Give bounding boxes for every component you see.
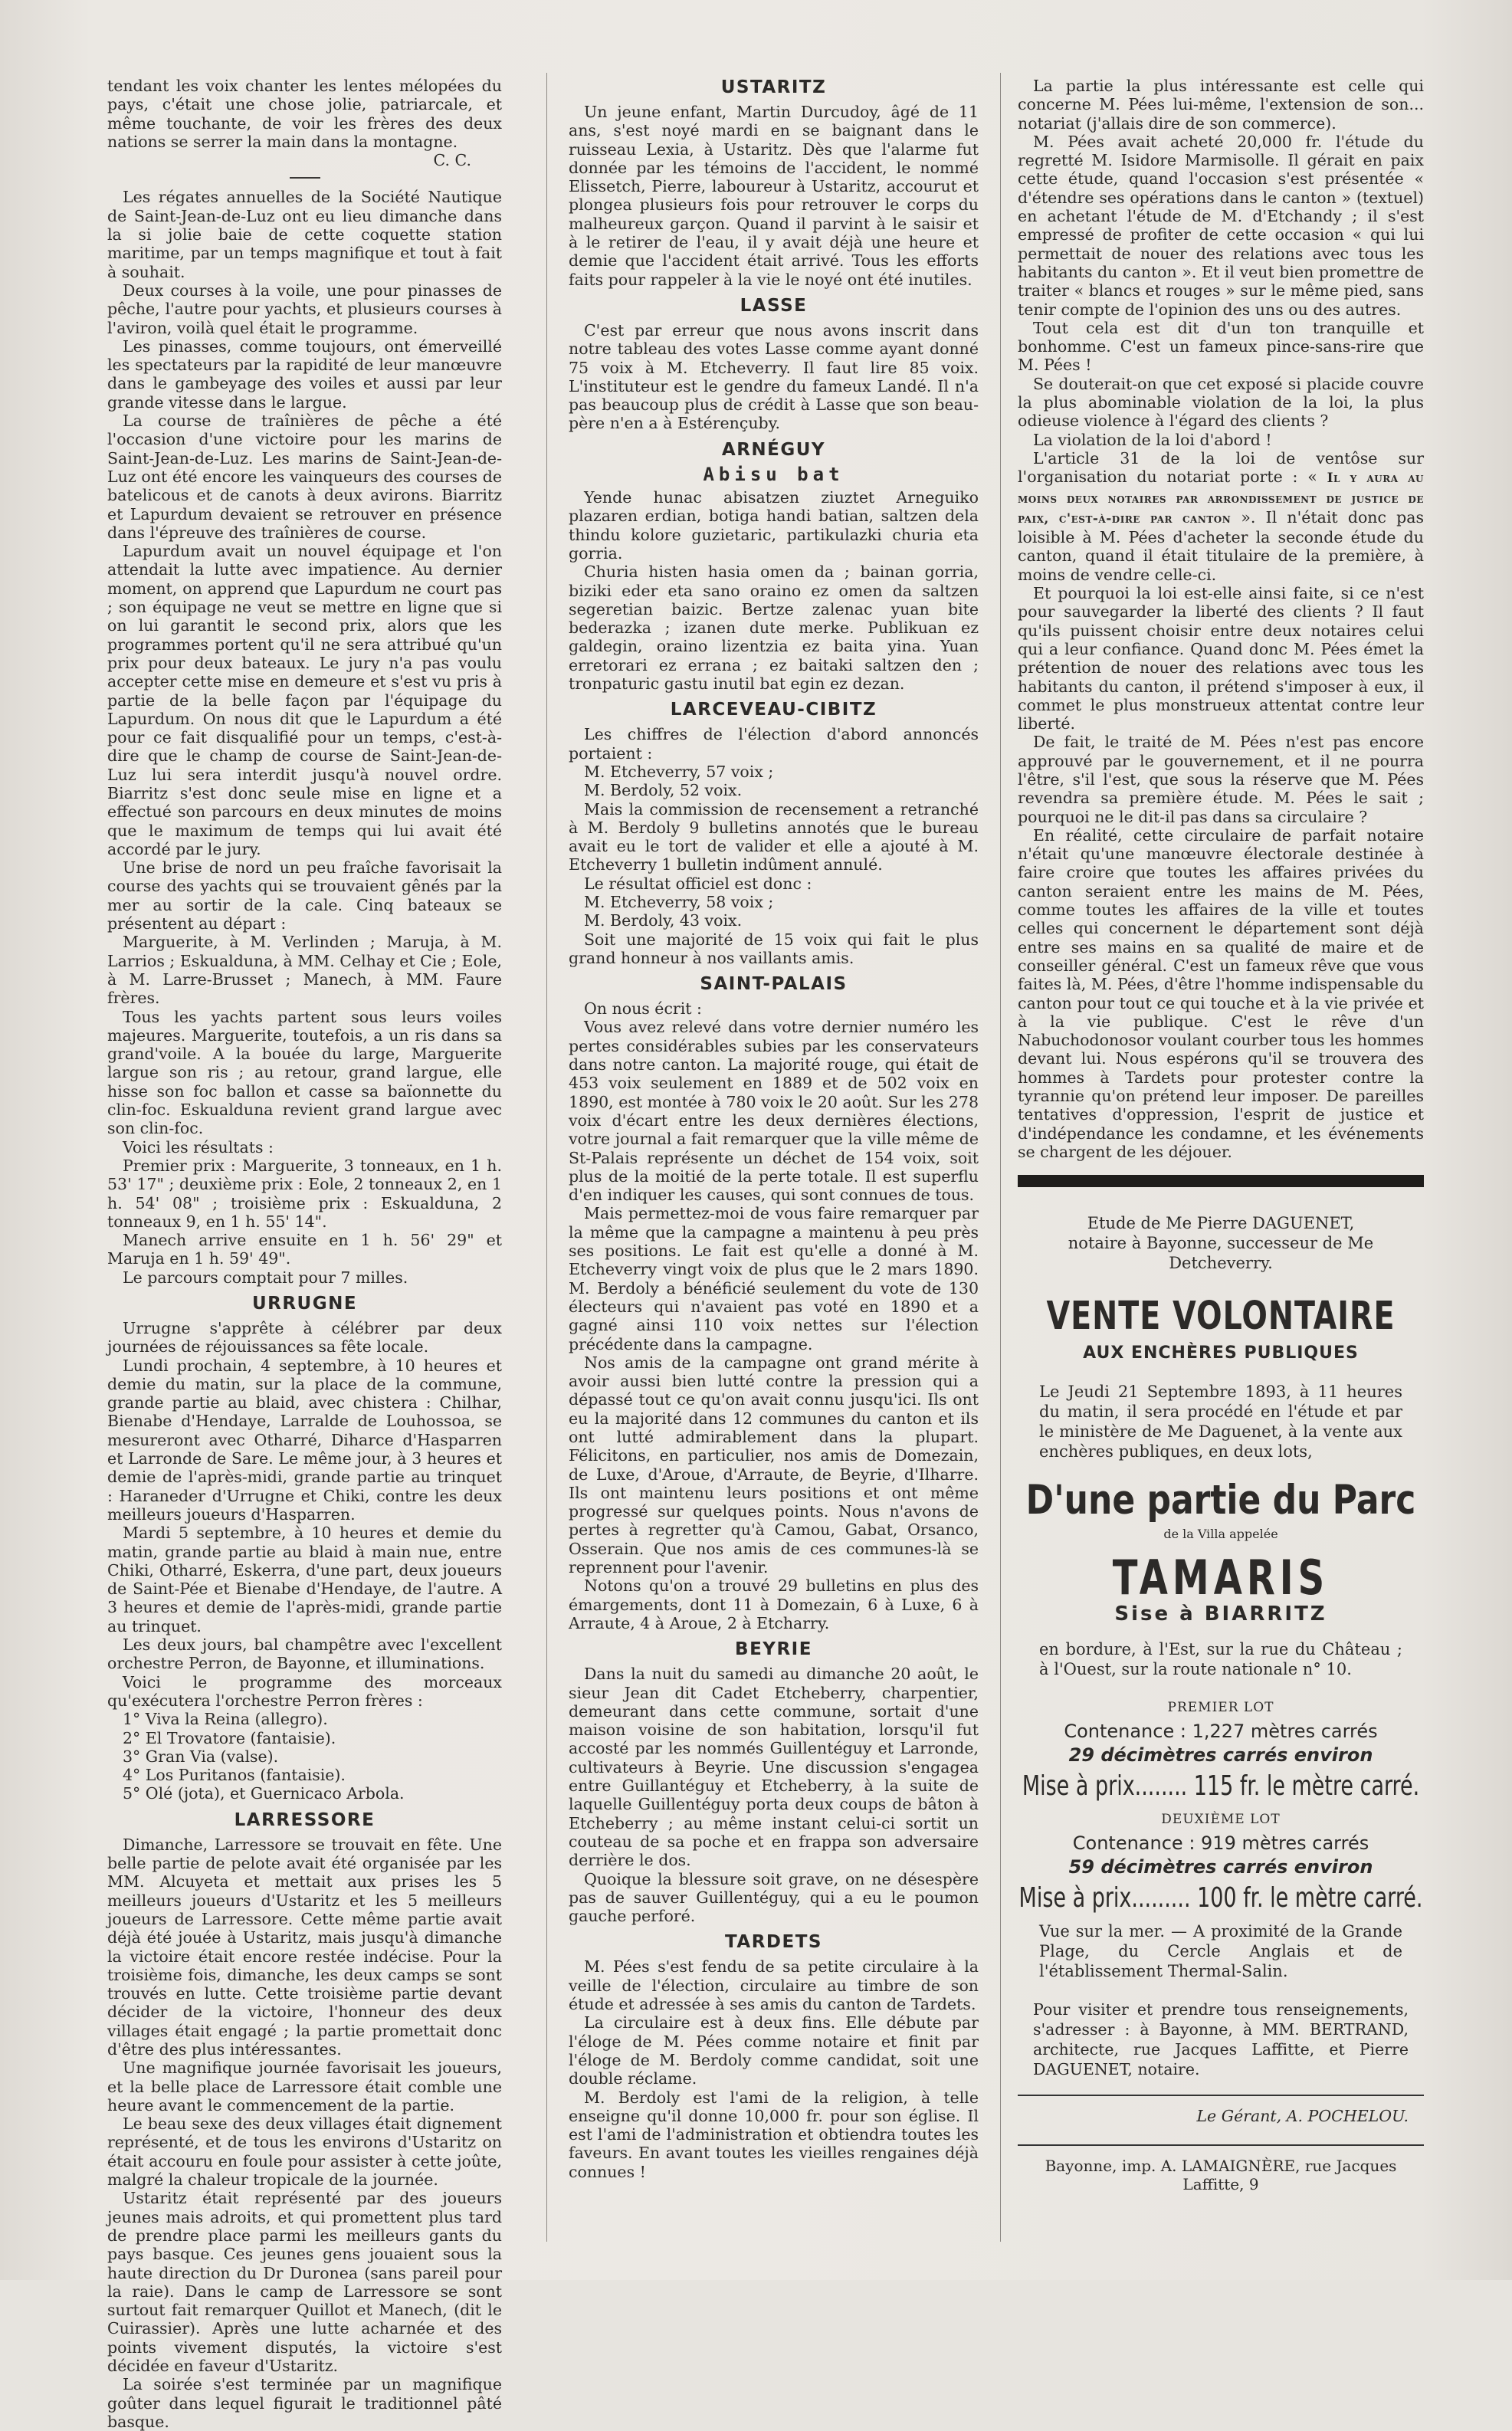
section-rule [1018, 1175, 1424, 1187]
article-paragraph: Deux courses à la voile, une pour pinasses de pêche, l'autre pour yachts, et plusieurs courses à l'aviron, voilà quel était le programme. [107, 280, 502, 337]
section-heading-larceveau: LARCEVEAU-CIBITZ [670, 700, 877, 720]
ad-contact: Pour visiter et prendre tous renseignements, s'adresser : à Bayonne, à MM. BERTRAND, architecte, rue Jacques Laffitte, et Pierre DAGUENET, notaire. [1033, 2000, 1409, 2079]
article-paragraph: Ustaritz était représenté par des joueurs jeunes mais adroits, et qui promettent plus tard de prendre place parmi les meilleurs gants du pays basque. Ces jeunes gens jouaient sous la haute direction du Dr Duronea (sans pareil pour la raie). Dans le camp de Larressore se sont surtout fait remarquer Quillot et Manech, (dit le Cuirassier). Après une lutte acharnée et des points vivement disputés, la victoire s'est décidée en faveur d'Ustaritz. [107, 2189, 502, 2376]
section-heading-saint-palais: SAINT-PALAIS [700, 974, 848, 995]
article-paragraph: Les deux jours, bal champêtre avec l'excellent orchestre Perron, de Bayonne, et illuminations. [107, 1635, 502, 1673]
ad-lot1-label: PREMIER LOT [1167, 1700, 1274, 1716]
vote-result: M. Berdoly, 43 voix. [584, 911, 743, 930]
vote-result: M. Etcheverry, 58 voix ; [584, 892, 774, 911]
article-paragraph: La violation de la loi d'abord ! [1033, 430, 1272, 449]
ad-villa-label: de la Villa appelée [1163, 1527, 1278, 1542]
article-paragraph: Le beau sexe des deux villages était dignement représenté, et de tous les environs d'Ustaritz on était accouru en foule pour assister à cette joûte, malgré la chaleur tropicale de la journée. [107, 2114, 502, 2190]
programme-item: 2° El Trovatore (fantaisie). [123, 1728, 336, 1747]
ad-situation: en bordure, à l'Est, sur la rue du Château ; à l'Ouest, sur la route nationale n° 10. [1039, 1640, 1402, 1679]
article-paragraph: Et pourquoi la loi est-elle ainsi faite, si ce n'est pour sauvegarder la liberté des clients ? Il faut qu'ils puissent choisir entre deux notaires celui qui a leur confiance. Quand donc M. Pées émet la prétention de nouer des relations avec tous les habitants du canton, il prétend s'imposer à eux, il commet le plus monstrueux attentat contre leur liberté. [1018, 584, 1424, 733]
column-divider [546, 73, 547, 2242]
article-paragraph: M. Pées avait acheté 20,000 fr. l'étude du regretté M. Isidore Marmisolle. Il gérait en paix cette étude, quand l'occasion s'est présentée « d'étendre ses opérations dans le canton » (textuel) en achetant l'étude de M. d'Etchandy ; il s'est empressé de profiter de cette occasion « qui lui permettait de nouer des relations avec tous les habitants du canton ». Et il veut bien promettre de traiter « blancs et rouges » sur le même pied, sans tenir compte de l'opinion des uns ou des autres. [1018, 132, 1424, 319]
ad-villa-name: TAMARIS [1112, 1550, 1330, 1606]
article-paragraph: Une magnifique journée favorisait les joueurs, et la belle place de Larressore était comble une heure avant le commencement de la partie. [107, 2059, 502, 2114]
article-paragraph: Mais permettez-moi de vous faire remarquer par la même que la campagne a maintenu à peu près ses positions. Le fait est qu'elle a donné à M. Etcheverry vingt voix de plus que le 2 mars 1890. M. Berdoly a bénéficié seulement du vote de 130 électeurs qui n'avaient pas voté en 1890 et a gagné ainsi 110 voix nettes sur l'élection précédente dans la campagne. [569, 1204, 979, 1353]
article-paragraph: Lapurdum avait un nouvel équipage et l'on attendait la lutte avec impatience. Au dernier moment, on apprend que Lapurdum ne court pas ; son équipage ne veut se mettre en ligne que si on lui garantit le second prix, alors que les programmes portent qu'il ne sera attribué qu'un prix pour deux bateaux. Le jury n'a pas voulu accepter cette mise en demeure et s'est vu pris à partie de la belle façon par l'équipage du Lapurdum. On nous dit que le Lapurdum a été pour ce fait disqualifié pour un temps, c'est-à-dire que le champ de course de Saint-Jean-de-Luz lui sera interdit jusqu'à nouvel ordre. Biarritz s'est donc seule mise en ligne et a effectué son parcours en deux minutes de moins que le maximum de temps qui lui avait été accordé par le jury. [107, 542, 502, 858]
section-heading-ustaritz: USTARITZ [720, 77, 827, 97]
article-paragraph: Les pinasses, comme toujours, ont émerveillé les spectateurs par la rapidité de leur manœuvre dans le gambeyage des voiles et aussi par leur grande vitesse dans le largue. [107, 336, 502, 412]
ad-location: Sise à BIARRITZ [1114, 1603, 1327, 1626]
article-paragraph: La circulaire est à deux fins. Elle débute par l'éloge de M. Pées comme notaire et finit par l'éloge de M. Berdoly comme candidat, soit une double réclame. [569, 2013, 979, 2088]
section-subheading-abisu: Abisu bat [703, 463, 845, 485]
article-paragraph: Dans la nuit du samedi au dimanche 20 août, le sieur Jean dit Cadet Etcheberry, charpentier, demeurant dans cette commune, sortait d'une maison voisine de son habitation, lorsqu'il fut accosté par les nommés Guillentéguy et Larronde, cultivateurs à Beyrie. Une discussion s'engagea entre Guillantéguy et Etcheberry, à la suite de laquelle Guillentéguy porta deux coups de bâton à Etcheberry ; au même instant celui-ci sortit un couteau de sa poche et en frappa son adversaire derrière le dos. [569, 1665, 979, 1870]
article-paragraph: On nous écrit : [584, 999, 702, 1019]
ad-lot2-label: DEUXIÈME LOT [1161, 1812, 1281, 1828]
article-paragraph: Vous avez relevé dans votre dernier numéro les pertes considérables subies par les conservateurs dans notre canton. La majorité rouge, qui était de 453 voix seulement en 1889 et de 502 voix en 1890, est montée à 780 voix le 20 août. Sur les 278 voix d'écart entre les deux dernières élections, votre journal a fait remarquer que la ville même de St-Palais représente un déchet de 154 voix, soit plus de la moitié de la perte totale. Il est superflu d'en indiquer les causes, qui sont connues de tous. [569, 1018, 979, 1205]
footer-rule [1018, 2144, 1424, 2146]
programme-item: 1° Viva la Reina (allegro). [123, 1710, 328, 1729]
ad-headline: VENTE VOLONTAIRE [1046, 1294, 1396, 1339]
article-paragraph: Marguerite, à M. Verlinden ; Maruja, à M. Larrios ; Eskualduna, à MM. Celhay et Cie ; Eole, à M. Larre-Brusset ; Manech, à MM. Faure frères. [107, 933, 502, 1008]
article-paragraph: Churia histen hasia omen da ; bainan gorria, biziki eder eta sano oraino ez omen da saltzen segeretian baizic. Bertze zalenac yuan bite bederazka ; izanen dute merke. Publikuan ez galdegin, oraino lizentzia ez baita yina. Yuan erretorari ez errana ; ez baitaki saltzen den ; tronpaturic gastu inutil bat egin ez dezan. [569, 563, 979, 694]
manager-signature: Le Gérant, A. POCHELOU. [1196, 2107, 1409, 2126]
auction-advertisement [1018, 1213, 1424, 2079]
column-right [1018, 77, 1424, 2207]
programme-item: 3° Gran Via (valse). [123, 1747, 279, 1766]
article-paragraph: Se douterait-on que cet exposé si placide couvre la plus abominable violation de la loi, la plus odieuse violence à l'égard des clients ? [1018, 374, 1424, 431]
article-paragraph: Urrugne s'apprête à célébrer par deux journées de réjouissances sa fête locale. [107, 1319, 502, 1357]
article-paragraph: La partie la plus intéressante est celle qui concerne M. Pées lui-même, l'extension de son... notariat (j'allais dire de son commerce). [1018, 77, 1424, 133]
ad-lot1-price: Mise à prix........ 115 fr. le mètre carré. [1022, 1770, 1420, 1803]
law-quote: Il y aura au moins deux notaires par arrondissement de justice de paix, c'est-à-dire par canton [1018, 471, 1424, 527]
article-paragraph: La soirée s'est terminée par un magnifique goûter dans lequel figurait le traditionnel pâté basque. [107, 2375, 502, 2431]
article-paragraph: Voici le programme des morceaux qu'exécutera l'orchestre Perron frères : [107, 1672, 502, 1710]
article-paragraph: Dimanche, Larressore se trouvait en fête. Une belle partie de pelote avait été organisée par les MM. Alcuyeta et mettait aux prises les 5 meilleurs joueurs d'Ustaritz et les 5 meilleurs joueurs de Larressore. Cette même partie avait déjà été jouée à Ustaritz, mais jusqu'à dimanche la victoire était encore restée indécise. Pour la troisième fois, dimanche, les deux camps se sont trouvés en lutte. Cette troisième partie devant décider de la victoire, l'honneur des deux villages était engagé ; la partie promettait donc d'être des plus intéressantes. [107, 1835, 502, 2059]
vote-result: M. Berdoly, 52 voix. [584, 781, 743, 800]
ad-view: Vue sur la mer. — A proximité de la Grande Plage, du Cercle Anglais et de l'établissement Thermal-Salin. [1039, 1922, 1402, 1981]
section-heading-tardets: TARDETS [725, 1932, 822, 1953]
article-paragraph: Voici les résultats : [123, 1137, 274, 1156]
article-paragraph: C'est par erreur que nous avons inscrit dans notre tableau des votes Lasse comme ayant donné 75 voix à M. Etcheverry. Il faut lire 85 voix. L'instituteur est le gendre du fameux Landé. Il n'a pas beaucoup plus de crédit à Lasse que son beau-père n'en a à Estérençuby. [569, 320, 979, 433]
article-paragraph: De fait, le traité de M. Pées n'est pas encore approuvé par le gouvernement, et il ne pourra l'être, s'il l'est, que sous la réserve que M. Pées revendra sa première étude. M. Pées le sait ; pourquoi ne le dit-il pas dans sa circulaire ? [1018, 733, 1424, 826]
article-paragraph: Mais la commission de recensement a retranché à M. Berdoly 9 bulletins annotés que le bureau avait eu le tort de valider et elle a ajouté à M. Etcheverry 1 bulletin indûment annulé. [569, 799, 979, 874]
section-heading-urrugne: URRUGNE [251, 1294, 358, 1314]
article-paragraph: Nos amis de la campagne ont grand mérite à avoir aussi bien lutté contre la pression qui a dépassé tout ce qu'on avait connu jusqu'ici. Ils ont eu la majorité dans 12 communes du canton et ils ont lutté admirablement dans la plupart. Félicitons, en particulier, nos amis de Domezain, de Luxe, d'Aroue, d'Arraute, de Beyrie, d'Ilharre. Ils ont maintenu leurs positions et ont même progressé sur quelques points. Nous n'avons de pertes à regretter qu'à Camou, Gabat, Orsanco, Osserain. Que nos amis de ces communes-là se reprennent pour l'avenir. [569, 1353, 979, 1577]
article-paragraph: Tous les yachts partent sous leurs voiles majeures. Marguerite, toutefois, a un ris dans sa grand'voile. A la bouée du large, Marguerite largue son ris ; au retour, grand largue, elle hisse son foc ballon et casse sa baïonnette du clin-foc. Eskualduna revient grand largue avec son clin-foc. [107, 1007, 502, 1138]
article-paragraph: Une brise de nord un peu fraîche favorisait la course des yachts qui se trouvaient gênés par la mer au sortir de la cale. Cinq bateaux se présentent au départ : [107, 858, 502, 933]
article-paragraph: M. Pées s'est fendu de sa petite circulaire à la veille de l'élection, circulaire au timbre de son étude et adressée à ses amis du canton de Tardets. [569, 1957, 979, 2014]
article-paragraph: Lundi prochain, 4 septembre, à 10 heures et demie du matin, sur la place de la commune, grande partie au blaid, avec chistera : Chilhar, Bienabe d'Hendaye, Larralde de Louhossoa, se mesureront avec Otharré, Diharce d'Hasparren et Larronde de Sare. Le même jour, à 3 heures et demie de l'après-midi, grande partie au trinquet : Haraneder d'Urrugne et Chiki, contre les deux meilleurs joueurs d'Hasparren. [107, 1356, 502, 1524]
section-heading-beyrie: BEYRIE [735, 1639, 812, 1660]
article-text: L'article 31 de la loi de ventôse sur l'organisation du notariat porte : « [1018, 448, 1424, 487]
ad-lot1-area: Contenance : 1,227 mètres carrés [1064, 1721, 1378, 1743]
ad-property-title: D'une partie du Parc [1025, 1477, 1416, 1524]
section-heading-larressore: LARRESSORE [234, 1809, 376, 1830]
ad-lot2-price: Mise à prix......... 100 fr. le mètre carré. [1018, 1881, 1423, 1914]
article-paragraph: Notons qu'on a trouvé 29 bulletins en plus des émargements, dont 11 à Domezain, 6 à Luxe, 6 à Arraute, 4 à Aroue, 2 à Etcharry. [569, 1576, 979, 1632]
ad-lot1-area-detail: 29 décimètres carrés environ [1068, 1744, 1373, 1767]
ad-body: Le Jeudi 21 Septembre 1893, à 11 heures du matin, il sera procédé en l'étude et par le ministère de Me Daguenet, à la vente aux enchères publiques, en deux lots, [1039, 1383, 1402, 1462]
article-paragraph: Yende hunac abisatzen ziuztet Arneguiko plazaren erdian, botiga handi batian, saltzen dela thindu kolore guzietaric, partikulazki churia eta gorria. [569, 488, 979, 563]
article-paragraph: Les chiffres de l'élection d'abord annoncés portaient : [569, 725, 979, 763]
ad-lot2-area-detail: 59 décimètres carrés environ [1068, 1856, 1373, 1878]
section-heading-arneguy: ARNÉGUY [721, 439, 826, 460]
column-left [107, 77, 502, 2431]
article-paragraph: Mardi 5 septembre, à 10 heures et demie du matin, grande partie au blaid à main nue, entre Chiki, Otharré, Eskerra, d'une part, deux joueurs de Saint-Pée et Bienabe d'Hendaye, de l'autre. A 3 heures et demie de l'après-midi, grande partie au trinquet. [107, 1524, 502, 1635]
article-paragraph: En réalité, cette circulaire de parfait notaire n'était qu'une manœuvre électorale destinée à faire croire que toutes les affaires privées du canton seraient entre les mains de M. Pées, comme toutes les affaires de la ville et toutes celles qui concernent le département sont déjà entre ses mains en sa qualité de maire et de conseiller général. C'est un fameux rêve que vous faites là, M. Pées, d'être l'homme indispensable du canton pour tout ce qui touche et à la vie privée et à la vie publique. C'est le rêve d'un Nabuchodonosor voulant courber tous les hommes devant lui. Nous espérons qu'il se trouvera des hommes à Tardets pour protester contre la tyrannie qu'on prétend leur imposer. De pareilles tentatives d'oppression, l'esprit de justice et d'indépendance les condamne, et les événements se chargent de les déjouer. [1018, 825, 1424, 1161]
article-signature: C. C. [433, 151, 471, 170]
column-middle [569, 77, 979, 2200]
article-paragraph: Premier prix : Marguerite, 3 tonneaux, en 1 h. 53' 17" ; deuxième prix : Eole, 2 tonneaux 2, en 1 h. 54' 08" ; troisième prix : Eskualduna, 2 tonneaux 9, en 1 h. 55' 14". [107, 1156, 502, 1231]
article-paragraph: M. Berdoly est l'ami de la religion, à telle enseigne qu'il donne 10,000 fr. pour son église. Il est l'ami de l'administration et obtiendra toutes les faveurs. En avant toutes les vieilles rengaines déjà connues ! [569, 2088, 979, 2181]
separator-dash [290, 177, 320, 179]
article-paragraph: Tout cela est dit d'un ton tranquille et bonhomme. C'est un fameux pince-sans-rire que M. Pées ! [1018, 318, 1424, 375]
article-paragraph [1018, 449, 1424, 584]
ad-lot2-area: Contenance : 919 mètres carrés [1072, 1832, 1369, 1855]
section-heading-lasse: LASSE [740, 295, 808, 316]
article-text: ». Il n'était donc pas loisible à M. Pées d'acheter la seconde étude du canton, quand il était titulaire de la première, à moins de vendre celle-ci. [1018, 507, 1424, 584]
ad-subheadline: AUX ENCHÈRES PUBLIQUES [1083, 1343, 1359, 1363]
article-paragraph: Quoique la blessure soit grave, on ne désespère pas de sauver Guillentéguy, qui a eu le poumon gauche perforé. [569, 1869, 979, 1926]
ad-notary: Etude de Me Pierre DAGUENET, notaire à Bayonne, successeur de Me Detcheverry. [1068, 1214, 1374, 1273]
article-paragraph: Le résultat officiel est donc : [584, 874, 812, 893]
article-paragraph: Soit une majorité de 15 voix qui fait le plus grand honneur à nos vaillants amis. [569, 930, 979, 967]
article-paragraph: tendant les voix chanter les lentes mélopées du pays, c'était une chose jolie, patriarcale, et même touchante, de voir les frères des deux nations se serrer la main dans la montagne. [107, 77, 502, 151]
footer-rule [1018, 2095, 1424, 2096]
article-paragraph: Les régates annuelles de la Société Nautique de Saint-Jean-de-Luz ont eu lieu dimanche dans la si jolie baie de cette coquette station maritime, par un temps magnifique et tout à fait à souhait. [107, 188, 502, 281]
article-paragraph: Le parcours comptait pour 7 milles. [123, 1268, 408, 1287]
programme-item: 4° Los Puritanos (fantaisie). [123, 1766, 346, 1785]
article-paragraph: La course de traînières de pêche a été l'occasion d'une victoire pour les marins de Saint-Jean-de-Luz. Les marins de Saint-Jean-de-Luz ont été encore les vainqueurs des courses de batelicous et de canots à deux avirons. Biarritz et Lapurdum devaient se retrouver en présence dans l'épreuve des traînières de course. [107, 412, 502, 542]
programme-item: 5° Olé (jota), et Guernicaco Arbola. [123, 1784, 405, 1803]
printer-imprint: Bayonne, imp. A. LAMAIGNÈRE, rue Jacques Laffitte, 9 [1045, 2156, 1397, 2193]
vote-result: M. Etcheverry, 57 voix ; [584, 762, 774, 781]
article-paragraph: Un jeune enfant, Martin Durcudoy, âgé de 11 ans, s'est noyé mardi en se baignant dans le ruisseau Lexia, à Ustaritz. Dès que l'alarme fut donnée par les témoins de l'accident, le nommé Elissetch, Pierre, laboureur à Ustaritz, accourut et plongea plusieurs fois pour retrouver le corps du malheureux garçon. Quand il parvint à le saisir et à le retirer de l'eau, il y avait déjà une heure et demie que l'accident était arrivé. Tous les efforts faits pour rappeler à la vie le noyé ont été inutiles. [569, 103, 979, 289]
column-divider [1000, 73, 1001, 2242]
article-paragraph: Manech arrive ensuite en 1 h. 56' 29" et Maruja en 1 h. 59' 49". [107, 1231, 502, 1268]
